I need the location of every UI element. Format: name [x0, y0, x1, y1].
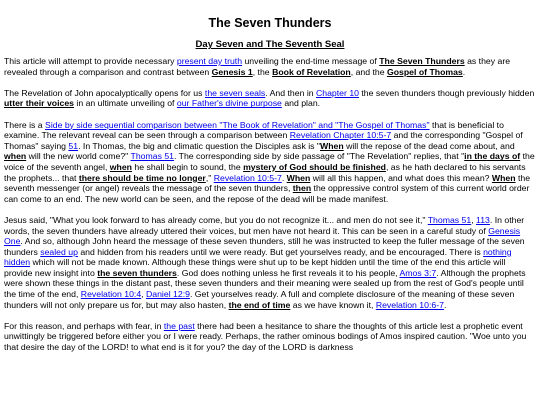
text: . Although the prophets were shown these things in the distant past, these seven thunders and their meaning were sealed up from the rest of God's people until the time of the end,: [4, 267, 526, 300]
text: For this reason, and perhaps with fear, in: [4, 320, 164, 331]
text: the oppressive control system of this current world order can come to an end. The new world can be seen, and the repose of the dead will be made manifest.: [4, 183, 530, 204]
link-genesis-one[interactable]: Genesis One: [4, 225, 521, 247]
emphasis-the-seven-thunders: the seven thunders: [97, 267, 177, 278]
link-thomas-51-b[interactable]: Thomas 51: [427, 214, 472, 225]
emphasis-mystery-of-god: mystery of God should be finished: [243, 161, 386, 172]
emphasis-when: When: [491, 172, 516, 183]
text: . God does nothing unless he first reveals it to his people,: [176, 267, 400, 278]
text: ,": [205, 172, 214, 183]
text: the seventh messenger (or angel) reveals the message of the seven thunders,: [4, 172, 531, 194]
text: and the corresponding "Gospel of Thomas" saying: [4, 130, 523, 151]
text: and hidden from his readers until we were ready. But get yourselves ready, and be encouraged. There is: [77, 246, 484, 257]
link-amos-3-7[interactable]: Amos 3:7: [399, 267, 437, 278]
emphasis-when: when: [4, 151, 27, 162]
link-thomas-51[interactable]: Thomas 51: [130, 151, 174, 162]
text: . In other words, the seven thunders have already uttered their voices, but men have not heard it. This can be seen in a careful study of: [4, 214, 525, 236]
text: and plan.: [281, 98, 321, 109]
emphasis-gospel-of-thomas: Gospel of Thomas: [386, 66, 463, 77]
page-title: The Seven Thunders: [208, 16, 332, 30]
emphasis-in-the-days-of: in the days of: [464, 151, 521, 162]
emphasis-time-no-longer: there should be time no longer: [78, 172, 206, 183]
link-revelation-10-4[interactable]: Revelation 10:4: [80, 289, 142, 300]
emphasis-utter-voices: utter their voices: [4, 98, 75, 109]
text: There is a: [4, 119, 46, 130]
emphasis-genesis-1: Genesis 1: [211, 66, 253, 77]
text: unveiling the end-time message of: [242, 56, 380, 66]
text: as we have known it,: [290, 299, 376, 310]
text: . In Thomas, the big and climatic question the Disciples ask is ": [78, 140, 321, 151]
link-present-day-truth[interactable]: present day truth: [176, 56, 243, 66]
text: the seven thunders though previously hidden: [358, 87, 535, 98]
emphasis-when: When: [286, 172, 311, 183]
text: ,: [471, 214, 477, 225]
link-113[interactable]: 113: [476, 214, 490, 225]
emphasis-when: When: [320, 140, 344, 151]
link-sealed-up[interactable]: sealed up: [40, 246, 78, 257]
text: that is beneficial to examine. The relevant reveal can be seen through a comparison between: [4, 119, 504, 141]
link-nothing-hidden[interactable]: nothing hidden: [4, 246, 512, 268]
text: , as he hath declared to his servants the prophets... that: [4, 161, 526, 183]
text: . Get yourselves ready. A full and complete disclosure of the meaning of these seven thunders will not only prepare us for, but may also hasten,: [4, 289, 515, 310]
text: , and the: [350, 66, 387, 77]
link-revelation-10-5-7[interactable]: Revelation Chapter 10:5-7: [289, 130, 392, 141]
emphasis-seven-thunders: The Seven Thunders: [379, 56, 465, 66]
paragraph-intro: [4, 56, 536, 77]
text: Jesus said, "What you look forward to has already come, but you do not recognize it... and men do not see it,": [4, 214, 428, 225]
paragraph-the-past: [4, 321, 536, 353]
text: The Revelation of John apocalyptically opens for us: [4, 87, 205, 98]
link-divine-purpose[interactable]: our Father's divine purpose: [176, 98, 282, 109]
text: . And so, although John heard the message of these seven thunders, still he was instructed to keep the fuller message of the seven thunders: [4, 236, 525, 257]
text: which will not be made known. Although these things were shut up to be kept hidden until the time of the end this article will provide new insight into: [4, 257, 506, 278]
text: as they are revealed through a comparison and contrast between: [4, 56, 511, 77]
link-chapter-10[interactable]: Chapter 10: [316, 87, 359, 98]
link-daniel-12-9[interactable]: Daniel 12:9: [146, 289, 190, 300]
text: there had been a hesitance to share the thoughts of this article lest a prophetic event unwittingly be triggered before either you or I were ready. Perhaps, the rather ominous bodings of Amos inspired caution. "Woe unto you that desire the day of the LORD! to what end is it for you? the day of the LORD is darkness: [4, 320, 527, 353]
text: in an ultimate unveiling of: [74, 98, 177, 109]
paragraph-jesus-said: [4, 215, 536, 310]
text: will the repose of the dead come about, and: [343, 140, 515, 151]
text: , the: [252, 66, 273, 77]
emphasis-book-of-revelation: Book of Revelation: [272, 66, 351, 77]
emphasis-end-of-time: the end of time: [228, 299, 291, 310]
link-saying-51[interactable]: 51: [68, 140, 79, 151]
text: .: [281, 172, 287, 183]
text: . The corresponding side by side passage of "The Revelation" replies, that ": [174, 151, 465, 162]
emphasis-when: when: [109, 161, 132, 172]
emphasis-then: then: [292, 183, 312, 194]
link-the-past[interactable]: the past: [163, 320, 195, 331]
text: will the new world come?": [26, 151, 131, 162]
text: .: [462, 66, 466, 77]
text: .: [443, 299, 447, 310]
text: ,: [141, 289, 146, 300]
text: will all this happen, and what does this mean?: [310, 172, 492, 183]
paragraph-comparison: [4, 120, 536, 205]
link-revelation-10-5-7-b[interactable]: Revelation 10:5-7: [213, 172, 282, 183]
page-subtitle: Day Seven and The Seventh Seal: [195, 39, 345, 50]
text: the voice of the seventh angel,: [4, 151, 535, 172]
article-body: [4, 56, 536, 363]
link-revelation-10-6-7[interactable]: Revelation 10:6-7: [375, 299, 444, 310]
text: he shall begin to sound, the: [131, 161, 244, 172]
paragraph-revelation: [4, 88, 536, 109]
link-seven-seals[interactable]: the seven seals: [204, 87, 266, 98]
link-side-by-side-comparison[interactable]: Side by side sequential comparison between "The Book of Revelation" and "The Gospel of Thomas": [45, 119, 430, 130]
text: . And then in: [265, 87, 316, 98]
text: This article will attempt to provide necessary: [4, 56, 177, 66]
